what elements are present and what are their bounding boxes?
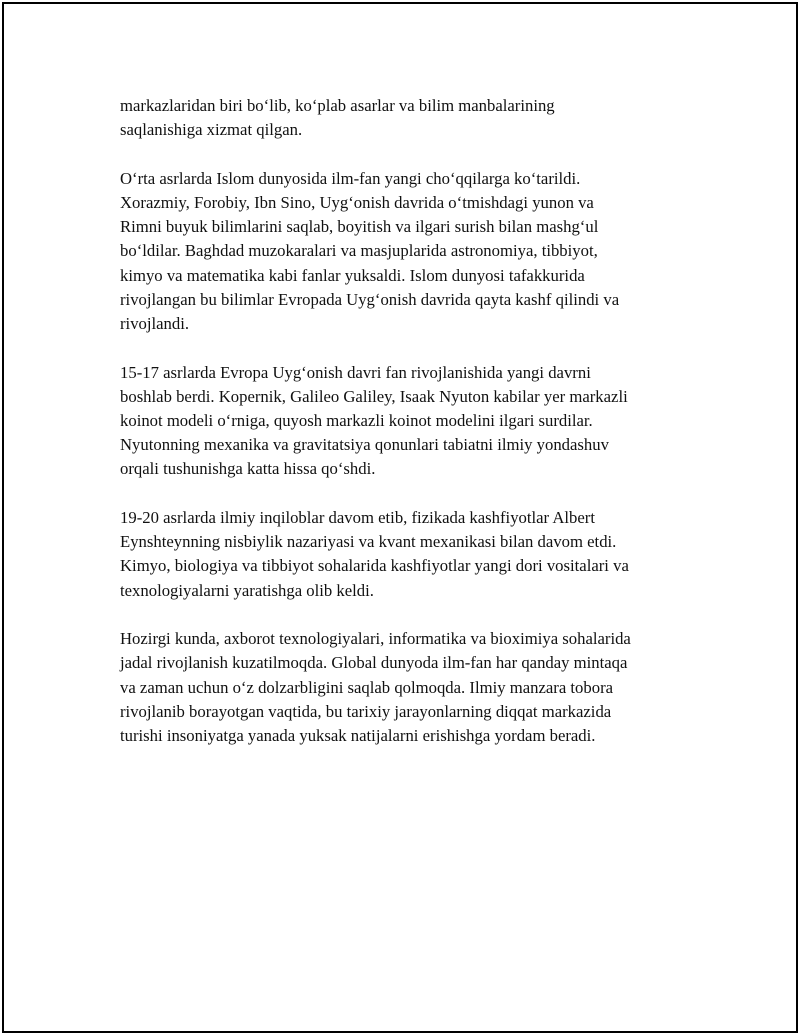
text-line: saqlanishiga xizmat qilgan. <box>120 120 303 140</box>
document-body <box>120 94 700 773</box>
text-line: rivojlandi. <box>120 314 190 334</box>
text-line: kimyo va matematika kabi fanlar yuksaldi. Islom dunyosi tafakkurida <box>120 265 585 285</box>
text-line: va zaman uchun o‘z dolzarbligini saqlab qolmoqda. Ilmiy manzara tobora <box>120 677 614 697</box>
text-line: rivojlanib borayotgan vaqtida, bu tarixiy jarayonlarning diqqat markazida <box>120 701 612 721</box>
paragraph-5 <box>120 627 700 748</box>
text-line: O‘rta asrlarda Islom dunyosida ilm-fan yangi cho‘qqilarga ko‘tarildi. <box>120 168 581 188</box>
text-line: bo‘ldilar. Baghdad muzokaralari va masjuplarida astronomiya, tibbiyot, <box>120 241 598 261</box>
text-line: Hozirgi kunda, axborot texnologiyalari, informatika va bioximiya sohalarida <box>120 629 631 649</box>
paragraph-2 <box>120 167 700 336</box>
text-line: Eynshteynning nisbiylik nazariyasi va kvant mexanikasi bilan davom etdi. <box>120 532 617 552</box>
text-line: orqali tushunishga katta hissa qo‘shdi. <box>120 459 376 479</box>
text-line: 15-17 asrlarda Evropa Uyg‘onish davri fan rivojlanishida yangi davrni <box>120 362 591 382</box>
text-line: markazlaridan biri bo‘lib, ko‘plab asarlar va bilim manbalarining <box>120 96 555 115</box>
document-page <box>2 2 798 1033</box>
text-line: rivojlangan bu bilimlar Evropada Uyg‘onish davrida qayta kashf qilindi va <box>120 289 620 309</box>
text-line: turishi insoniyatga yanada yuksak natijalarni erishishga yordam beradi. <box>120 726 596 746</box>
text-line: koinot modeli o‘rniga, quyosh markazli koinot modelini ilgari surdilar. <box>120 411 593 431</box>
text-line: Nyutonning mexanika va gravitatsiya qonunlari tabiatni ilmiy yondashuv <box>120 435 609 455</box>
paragraph-1 <box>120 94 700 142</box>
paragraph-3 <box>120 361 700 482</box>
paragraph-4 <box>120 506 700 603</box>
text-line: Kimyo, biologiya va tibbiyot sohalarida kashfiyotlar yangi dori vositalari va <box>120 556 629 576</box>
text-line: Xorazmiy, Forobiy, Ibn Sino, Uyg‘onish davrida o‘tmishdagi yunon va <box>120 193 594 212</box>
text-line: texnologiyalarni yaratishga olib keldi. <box>120 580 374 600</box>
text-line: Rimni buyuk bilimlarini saqlab, boyitish va ilgari surish bilan mashg‘ul <box>120 217 599 237</box>
text-line: jadal rivojlanish kuzatilmoqda. Global dunyoda ilm-fan har qanday mintaqa <box>120 653 628 673</box>
text-line: 19-20 asrlarda ilmiy inqiloblar davom etib, fizikada kashfiyotlar Albert <box>120 508 595 528</box>
text-line: boshlab berdi. Kopernik, Galileo Galiley, Isaak Nyuton kabilar yer markazli <box>120 386 628 406</box>
